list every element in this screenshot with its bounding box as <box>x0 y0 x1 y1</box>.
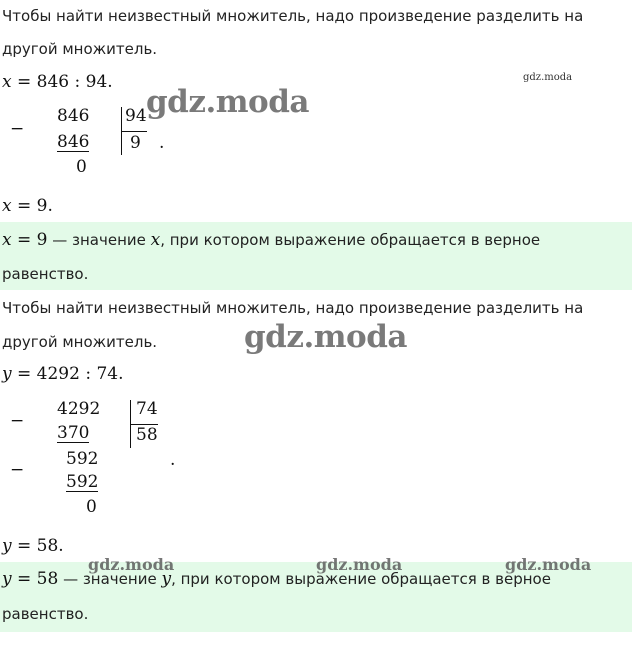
division2-dividend: 4292 <box>57 399 101 419</box>
division2-subtrahend-2: 592 <box>66 472 99 492</box>
answer2-mid-variable: y <box>161 569 172 589</box>
division2-dot: . <box>170 450 176 470</box>
division1-divisor: 94 <box>125 106 147 126</box>
division2-divisor: 74 <box>136 399 158 419</box>
division1-dot: . <box>159 133 165 153</box>
answer1-line2: равенство. <box>2 265 89 283</box>
watermark-small-1: gdz.moda <box>88 555 175 574</box>
division1-quotient: 9 <box>130 133 141 153</box>
result2-rhs: = 58. <box>11 536 64 556</box>
answer2-rhs: = 58 <box>11 569 59 589</box>
answer1-variable: x <box>2 230 12 250</box>
result1 <box>2 196 53 216</box>
rule1-line2: другой множитель. <box>2 40 158 58</box>
answer2-text-a: — значение <box>58 570 162 588</box>
division2-subtrahend-1: 370 <box>57 423 90 443</box>
result2-variable: y <box>2 536 12 556</box>
answer2-text-b: , при котором выражение обращается в верное <box>171 570 551 588</box>
watermark-tiny: gdz.moda <box>523 72 573 83</box>
rule1-line1: Чтобы найти неизвестный множитель, надо произведение разделить на <box>2 7 584 25</box>
rule2-line1: Чтобы найти неизвестный множитель, надо произведение разделить на <box>2 299 584 317</box>
equation1-variable: x <box>2 72 12 92</box>
answer2-line2: равенство. <box>2 605 89 623</box>
equation1-rhs: = 846 : 94. <box>11 72 113 92</box>
division1-minus: − <box>10 119 25 139</box>
result2 <box>2 536 64 556</box>
equation2-variable: y <box>2 364 12 384</box>
division2-remainder: 0 <box>86 497 97 517</box>
result1-variable: x <box>2 196 12 216</box>
answer1-text-b: , при котором выражение обращается в верное <box>160 231 541 249</box>
division2-minus-1: − <box>10 411 25 431</box>
division2-minus-2: − <box>10 460 25 480</box>
watermark-main-1: gdz.moda <box>146 84 309 120</box>
result1-rhs: = 9. <box>11 196 53 216</box>
equation2 <box>2 364 124 384</box>
answer1-text-a: — значение <box>47 231 151 249</box>
equation1 <box>2 72 113 92</box>
answer2-variable: y <box>2 569 12 589</box>
answer1-rhs: = 9 <box>11 230 48 250</box>
division1-dividend: 846 <box>57 106 90 126</box>
answer2-line1 <box>2 569 551 589</box>
division1-divisor-line <box>121 131 147 132</box>
division2-partial: 592 <box>66 449 99 469</box>
watermark-small-3: gdz.moda <box>505 555 592 574</box>
watermark-main-2: gdz.moda <box>244 319 407 355</box>
equation2-rhs: = 4292 : 74. <box>11 364 124 384</box>
rule2-line2: другой множитель. <box>2 333 158 351</box>
answer1-line1 <box>2 230 540 250</box>
division1-subtrahend: 846 <box>57 132 90 152</box>
division2-quotient: 58 <box>136 425 158 445</box>
answer1-mid-variable: x <box>150 230 161 250</box>
division1-remainder: 0 <box>76 157 87 177</box>
watermark-small-2: gdz.moda <box>316 555 403 574</box>
